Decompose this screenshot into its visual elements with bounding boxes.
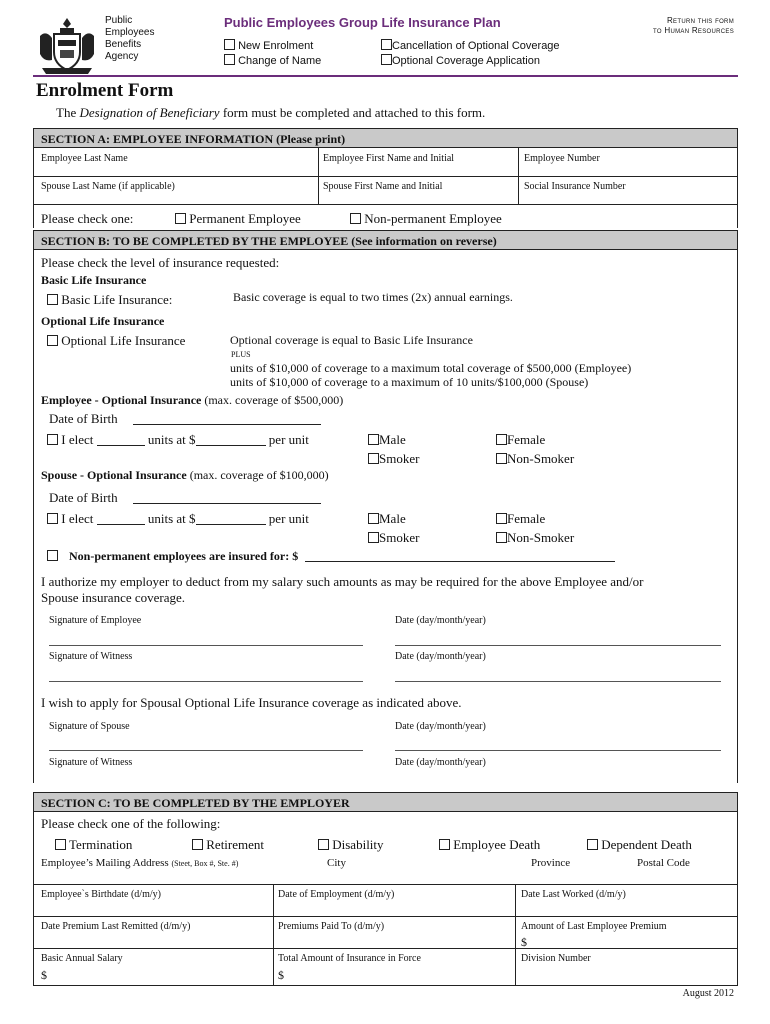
section-b-header: SECTION B: TO BE COMPLETED BY THE EMPLOYEE (See information on reverse): [33, 230, 738, 250]
spouse-female-option[interactable]: Female: [496, 511, 545, 527]
non-permanent-amount-input[interactable]: [305, 549, 615, 562]
footer-date: August 2012: [682, 988, 734, 999]
employee-female-checkbox[interactable]: [496, 434, 507, 445]
employment-date-field[interactable]: Date of Employment (d/m/y): [278, 889, 395, 900]
last-premium-field[interactable]: Amount of Last Employee Premium: [521, 921, 667, 932]
spouse-non-smoker-option[interactable]: Non-Smoker: [496, 530, 574, 546]
non-permanent-insured-checkbox[interactable]: [47, 550, 58, 561]
city-field[interactable]: City: [327, 857, 346, 869]
change-of-name-option[interactable]: Change of Name: [224, 54, 321, 67]
employee-last-name-field[interactable]: Employee Last Name: [41, 153, 128, 164]
employee-signature-label: Signature of Employee: [49, 615, 142, 626]
spouse-per-unit-input[interactable]: [196, 512, 266, 525]
employee-number-field[interactable]: Employee Number: [524, 153, 600, 164]
last-worked-field[interactable]: Date Last Worked (d/m/y): [521, 889, 626, 900]
witness-signature-line-1[interactable]: [49, 681, 363, 682]
annual-salary-field[interactable]: Basic Annual Salary: [41, 953, 123, 964]
employee-smoker-checkbox[interactable]: [368, 453, 379, 464]
new-enrolment-checkbox[interactable]: [224, 39, 235, 50]
employee-first-name-field[interactable]: Employee First Name and Initial: [323, 153, 455, 164]
retirement-option[interactable]: Retirement: [192, 837, 264, 853]
change-of-name-checkbox[interactable]: [224, 54, 235, 65]
spouse-elect-row: I elect units at $ per unit: [47, 511, 309, 527]
spouse-signature-line[interactable]: [49, 750, 363, 751]
last-premium-dollar: $: [521, 935, 527, 949]
postal-code-field[interactable]: Postal Code: [637, 857, 690, 869]
coat-of-arms-logo: [34, 16, 100, 76]
total-insurance-dollar: $: [278, 968, 284, 982]
termination-option[interactable]: Termination: [55, 837, 132, 853]
optional-life-heading: Optional Life Insurance: [41, 314, 165, 328]
total-insurance-field[interactable]: Total Amount of Insurance in Force: [278, 953, 421, 964]
spouse-male-option[interactable]: Male: [368, 511, 406, 527]
new-enrolment-option[interactable]: New Enrolment: [224, 39, 313, 52]
optional-application-checkbox[interactable]: [381, 54, 392, 65]
basic-life-checkbox[interactable]: [47, 294, 58, 305]
form-title: Enrolment Form: [36, 80, 174, 101]
employee-signature-date-label: Date (day/month/year): [395, 615, 486, 626]
section-c-header: SECTION C: TO BE COMPLETED BY THE EMPLOYER: [33, 792, 738, 812]
province-field[interactable]: Province: [531, 857, 571, 869]
permanent-employee-option[interactable]: Permanent Employee: [175, 211, 301, 227]
basic-life-heading: Basic Life Insurance: [41, 273, 147, 287]
employee-units-input[interactable]: [97, 433, 145, 446]
units-employee-desc: units of $10,000 of coverage to a maximum total coverage of $500,000 (Employee): [230, 361, 632, 375]
dependent-death-checkbox[interactable]: [587, 839, 598, 850]
spouse-optional-heading: Spouse - Optional Insurance (max. coverage of $100,000): [41, 468, 329, 482]
intro-text: The Designation of Beneficiary form must be completed and attached to this form.: [56, 105, 486, 120]
employee-female-option[interactable]: Female: [496, 432, 545, 448]
spousal-apply-text: I wish to apply for Spousal Optional Life Insurance coverage as indicated above.: [41, 695, 462, 710]
authorization-text: I authorize my employer to deduct from my salary such amounts as may be required for the above Employee and/or Spouse insurance coverage.: [41, 574, 644, 605]
witness-signature-label-1: Signature of Witness: [49, 651, 133, 662]
employee-elect-row: I elect units at $ per unit: [47, 432, 309, 448]
employee-male-option[interactable]: Male: [368, 432, 406, 448]
disability-option[interactable]: Disability: [318, 837, 384, 853]
birthdate-field[interactable]: Employee`s Birthdate (d/m/y): [41, 889, 161, 900]
optional-coverage-desc: Optional coverage is equal to Basic Life Insurance: [230, 333, 473, 347]
non-permanent-checkbox[interactable]: [350, 213, 361, 224]
spouse-male-checkbox[interactable]: [368, 513, 379, 524]
spouse-smoker-checkbox[interactable]: [368, 532, 379, 543]
non-permanent-employee-option[interactable]: Non-permanent Employee: [350, 211, 502, 227]
employee-elect-checkbox[interactable]: [47, 434, 58, 445]
employee-per-unit-input[interactable]: [196, 433, 266, 446]
dependent-death-option[interactable]: Dependent Death: [587, 837, 692, 853]
employee-death-option[interactable]: Employee Death: [439, 837, 540, 853]
plan-title: Public Employees Group Life Insurance Plan: [224, 15, 501, 30]
optional-life-checkbox[interactable]: [47, 335, 58, 346]
spouse-first-name-field[interactable]: Spouse First Name and Initial: [323, 181, 443, 192]
mailing-address-field[interactable]: Employee’s Mailing Address (Steet, Box #, Ste. #): [41, 857, 239, 869]
spouse-units-input[interactable]: [97, 512, 145, 525]
cancellation-checkbox[interactable]: [381, 39, 392, 50]
division-number-field[interactable]: Division Number: [521, 953, 591, 964]
premiums-paid-to-field[interactable]: Premiums Paid To (d/m/y): [278, 921, 385, 932]
employee-smoker-option[interactable]: Smoker: [368, 451, 419, 467]
units-spouse-desc: units of $10,000 of coverage to a maximum of 10 units/$100,000 (Spouse): [230, 375, 589, 389]
plus-label: PLUS: [231, 350, 251, 359]
employee-signature-date-line[interactable]: [395, 645, 721, 646]
employee-non-smoker-option[interactable]: Non-Smoker: [496, 451, 574, 467]
optional-application-option[interactable]: Optional Coverage Application: [381, 54, 540, 67]
employee-optional-heading: Employee - Optional Insurance (max. coverage of $500,000): [41, 393, 344, 407]
basic-coverage-desc: Basic coverage is equal to two times (2x) annual earnings.: [233, 290, 513, 304]
basic-life-option[interactable]: Basic Life Insurance:: [47, 292, 172, 308]
optional-life-option[interactable]: Optional Life Insurance: [47, 333, 185, 349]
check-following-label: Please check one of the following:: [41, 816, 221, 831]
spouse-last-name-field[interactable]: Spouse Last Name (if applicable): [41, 181, 175, 192]
return-note: Return this form to Human Resources: [653, 16, 734, 35]
check-one-label: Please check one:: [41, 211, 134, 226]
header-divider: [33, 75, 738, 77]
employee-death-checkbox[interactable]: [439, 839, 450, 850]
non-permanent-insured-row: Non-permanent employees are insured for: $: [47, 549, 615, 564]
witness-signature-label-2: Signature of Witness: [49, 757, 133, 768]
annual-salary-dollar: $: [41, 968, 47, 982]
employee-male-checkbox[interactable]: [368, 434, 379, 445]
retirement-checkbox[interactable]: [192, 839, 203, 850]
witness-date-label-1: Date (day/month/year): [395, 651, 486, 662]
sin-field[interactable]: Social Insurance Number: [524, 181, 626, 192]
premium-remitted-field[interactable]: Date Premium Last Remitted (d/m/y): [41, 921, 191, 932]
section-a-header: SECTION A: EMPLOYEE INFORMATION (Please print): [33, 128, 738, 148]
spouse-elect-checkbox[interactable]: [47, 513, 58, 524]
check-level-label: Please check the level of insurance requested:: [41, 255, 280, 270]
spouse-female-checkbox[interactable]: [496, 513, 507, 524]
termination-checkbox[interactable]: [55, 839, 66, 850]
employee-dob-field[interactable]: Date of Birth: [49, 411, 321, 427]
spouse-signature-label: Signature of Spouse: [49, 721, 130, 732]
cancellation-option[interactable]: Cancellation of Optional Coverage: [381, 39, 560, 52]
employee-signature-line[interactable]: [49, 645, 363, 646]
witness-date-label-2: Date (day/month/year): [395, 757, 486, 768]
disability-checkbox[interactable]: [318, 839, 329, 850]
permanent-checkbox[interactable]: [175, 213, 186, 224]
spouse-date-label: Date (day/month/year): [395, 721, 486, 732]
agency-name: Public Employees Benefits Agency: [105, 15, 155, 62]
spouse-date-line[interactable]: [395, 750, 721, 751]
witness-date-line-1[interactable]: [395, 681, 721, 682]
spouse-non-smoker-checkbox[interactable]: [496, 532, 507, 543]
spouse-smoker-option[interactable]: Smoker: [368, 530, 419, 546]
employee-non-smoker-checkbox[interactable]: [496, 453, 507, 464]
spouse-dob-field[interactable]: Date of Birth: [49, 490, 321, 506]
